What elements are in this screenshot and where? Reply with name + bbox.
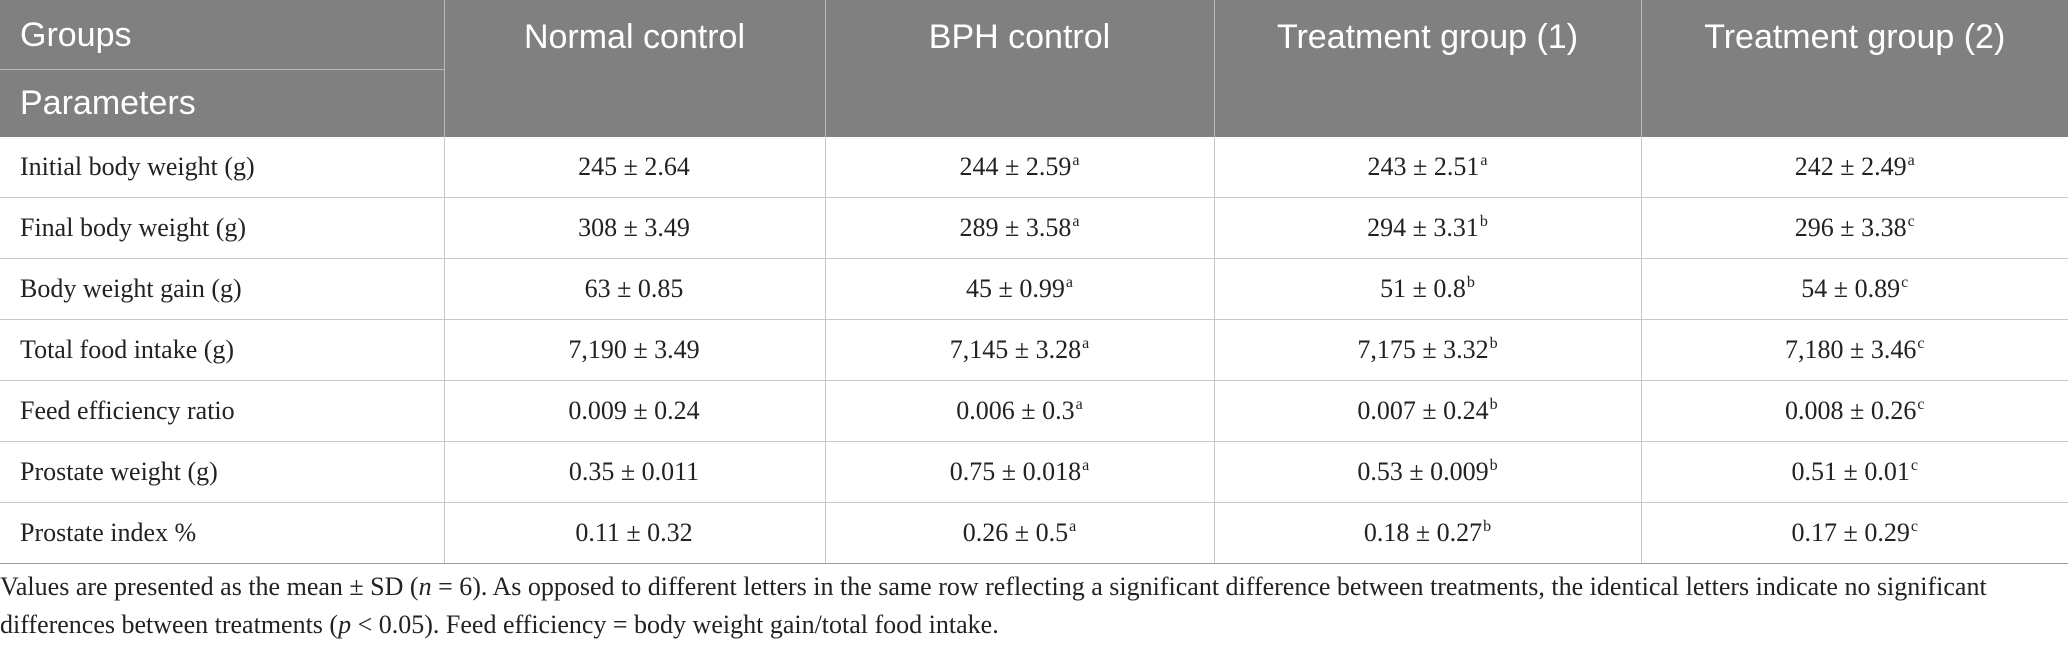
value-cell (1214, 503, 1641, 564)
significance-letter: b (1489, 335, 1498, 353)
column-header-treatment-group-1: Treatment group (1) (1214, 0, 1641, 137)
footnote-text-2: = 6). As opposed to different letters in the same row reflecting a significant difference between treatments, the identical letters indicate no significant differences between treatments ( (0, 572, 1987, 639)
value-cell (825, 381, 1214, 442)
significance-letter: c (1910, 518, 1918, 536)
cell-value: 0.008 ± 0.26 (1785, 396, 1917, 425)
value-cell (825, 198, 1214, 259)
value-cell (1214, 381, 1641, 442)
column-header-treatment-group-2: Treatment group (2) (1641, 0, 2068, 137)
significance-letter: a (1907, 152, 1915, 170)
significance-letter: b (1489, 457, 1498, 475)
cell-value: 0.53 ± 0.009 (1357, 457, 1489, 486)
footnote-text-1: Values are presented as the mean ± SD ( (0, 572, 419, 601)
significance-letter: c (1917, 396, 1925, 414)
cell-value: 243 ± 2.51 (1367, 152, 1480, 181)
parameter-label: Initial body weight (g) (0, 137, 444, 198)
significance-letter: a (1072, 213, 1080, 231)
cell-value: 0.51 ± 0.01 (1791, 457, 1910, 486)
cell-value: 0.007 ± 0.24 (1357, 396, 1489, 425)
value-cell (1641, 442, 2068, 503)
cell-value: 245 ± 2.64 (578, 152, 690, 181)
cell-value: 51 ± 0.8 (1380, 274, 1466, 303)
cell-value: 54 ± 0.89 (1801, 274, 1901, 303)
significance-letter: c (1901, 274, 1909, 292)
cell-value: 7,175 ± 3.32 (1357, 335, 1489, 364)
parameter-label: Prostate index % (0, 503, 444, 564)
table-row (0, 320, 2068, 381)
cell-value: 0.11 ± 0.32 (575, 518, 693, 547)
significance-letter: b (1483, 518, 1492, 536)
value-cell (825, 137, 1214, 198)
value-cell (1214, 198, 1641, 259)
table-row (0, 137, 2068, 198)
significance-letter: c (1910, 457, 1918, 475)
parameter-label: Body weight gain (g) (0, 259, 444, 320)
cell-value: 7,145 ± 3.28 (949, 335, 1082, 364)
cell-value: 0.009 ± 0.24 (568, 396, 700, 425)
value-cell (1214, 320, 1641, 381)
table-row (0, 442, 2068, 503)
significance-letter: a (1082, 457, 1090, 475)
significance-letter: a (1069, 518, 1077, 536)
cell-value: 0.35 ± 0.011 (568, 457, 700, 486)
significance-letter: a (1480, 152, 1488, 170)
value-cell (1641, 198, 2068, 259)
table-row (0, 198, 2068, 259)
table-footnote (0, 564, 2060, 644)
footnote-text-3: < 0.05). Feed efficiency = body weight gain/total food intake. (351, 610, 999, 639)
value-cell (1214, 259, 1641, 320)
value-cell (825, 442, 1214, 503)
value-cell (444, 198, 825, 259)
table-row (0, 259, 2068, 320)
value-cell (825, 320, 1214, 381)
value-cell (1641, 503, 2068, 564)
value-cell (1641, 381, 2068, 442)
column-header-normal-control: Normal control (444, 0, 825, 137)
value-cell (825, 503, 1214, 564)
value-cell (1641, 259, 2068, 320)
table-row (0, 503, 2068, 564)
parameter-label: Feed efficiency ratio (0, 381, 444, 442)
value-cell (444, 137, 825, 198)
significance-letter: a (1075, 396, 1083, 414)
footnote-p-symbol: p (338, 610, 352, 639)
cell-value: 0.26 ± 0.5 (962, 518, 1069, 547)
cell-value: 45 ± 0.99 (966, 274, 1065, 303)
significance-letter: a (1065, 274, 1073, 292)
footnote-n-symbol: n (418, 572, 432, 601)
cell-value: 0.17 ± 0.29 (1791, 518, 1910, 547)
value-cell (444, 259, 825, 320)
significance-letter: b (1479, 213, 1488, 231)
value-cell (444, 381, 825, 442)
parameters-header-label: Parameters (20, 84, 196, 122)
cell-value: 242 ± 2.49 (1794, 152, 1907, 181)
cell-value: 294 ± 3.31 (1367, 213, 1479, 242)
cell-value: 0.75 ± 0.018 (949, 457, 1082, 486)
cell-value: 296 ± 3.38 (1794, 213, 1907, 242)
significance-letter: a (1072, 152, 1080, 170)
column-header-bph-control: BPH control (825, 0, 1214, 137)
groups-header-label: Groups (0, 0, 444, 70)
value-cell (1214, 442, 1641, 503)
cell-value: 63 ± 0.85 (584, 274, 684, 303)
parameter-label: Prostate weight (g) (0, 442, 444, 503)
cell-value: 7,180 ± 3.46 (1785, 335, 1917, 364)
significance-letter: a (1082, 335, 1090, 353)
parameter-label: Final body weight (g) (0, 198, 444, 259)
value-cell (1641, 137, 2068, 198)
significance-letter: c (1907, 213, 1915, 231)
significance-letter: b (1489, 396, 1498, 414)
cell-value: 308 ± 3.49 (578, 213, 690, 242)
value-cell (444, 503, 825, 564)
table-row (0, 381, 2068, 442)
cell-value: 244 ± 2.59 (959, 152, 1072, 181)
value-cell (444, 320, 825, 381)
value-cell (825, 259, 1214, 320)
value-cell (444, 442, 825, 503)
cell-value: 0.006 ± 0.3 (956, 396, 1075, 425)
significance-letter: c (1917, 335, 1925, 353)
value-cell (1214, 137, 1641, 198)
corner-header-cell (0, 0, 444, 137)
header-row (0, 0, 2068, 137)
cell-value: 7,190 ± 3.49 (568, 335, 700, 364)
parameter-label: Total food intake (g) (0, 320, 444, 381)
significance-letter: b (1466, 274, 1475, 292)
cell-value: 0.18 ± 0.27 (1363, 518, 1483, 547)
cell-value: 289 ± 3.58 (959, 213, 1072, 242)
value-cell (1641, 320, 2068, 381)
